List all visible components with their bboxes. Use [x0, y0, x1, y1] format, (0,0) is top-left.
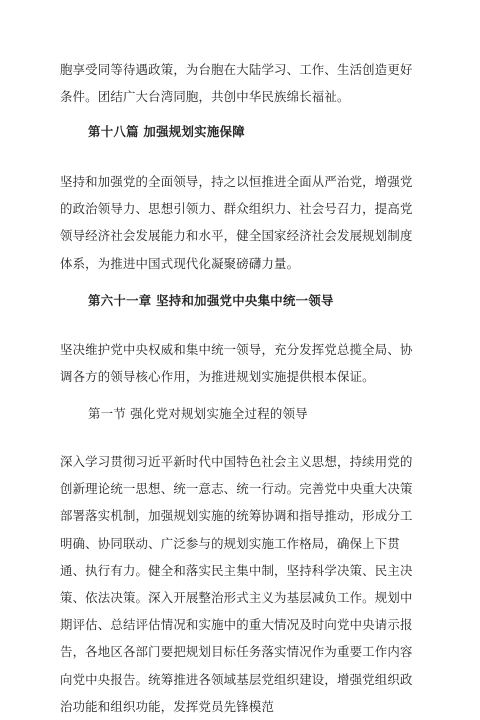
paragraph-study-implementation: 深入学习贯彻习近平新时代中国特色社会主义思想，持续用党的创新理论统一思想、统一意志、统一行动。完善党中央重大决策部署落实机制，加强规划实施的统筹协调和指导推动，形成分工明确、协同联动、广泛参与的规划实施工作格局，确保上下贯通、执行有力。健全和落实民主集中制，坚持科学决策、民主决策、依法决策。深入开展整治形式主义为基层减负工作。规划中期评估、总结评估情况和实施中的重大情况及时向党中央请示报告，各地区各部门要把规划目标任务落实情况作为重要工作内容向党中央报告。统筹推进各领域基层党组织建设，增强党组织政治功能和组织功能，发挥党员先锋模范	[60, 454, 413, 714]
paragraph-party-leadership: 坚持和加强党的全面领导，持之以恒推进全面从严治党，增强党的政治领导力、思想引领力、群众组织力、社会号召力，提高党领导经济社会发展能力和水平，健全国家经济社会发展规划制度体系，为推进中国式现代化凝聚磅礴力量。	[60, 174, 413, 271]
section-heading: 第一节 强化党对规划实施全过程的领导	[88, 406, 308, 421]
chapter-heading: 第六十一章 坚持和加强党中央集中统一领导	[88, 293, 334, 308]
paragraph-taiwan-continuation: 胞享受同等待遇政策，为台胞在大陆学习、工作、生活创造更好条件。团结广大台湾同胞，共创中华民族绵长福祉。	[60, 62, 413, 105]
part-heading: 第十八篇 加强规划实施保障	[88, 124, 245, 139]
paragraph-central-authority: 坚决维护党中央权威和集中统一领导，充分发挥党总揽全局、协调各方的领导核心作用，为推进规划实施提供根本保证。	[60, 342, 413, 385]
